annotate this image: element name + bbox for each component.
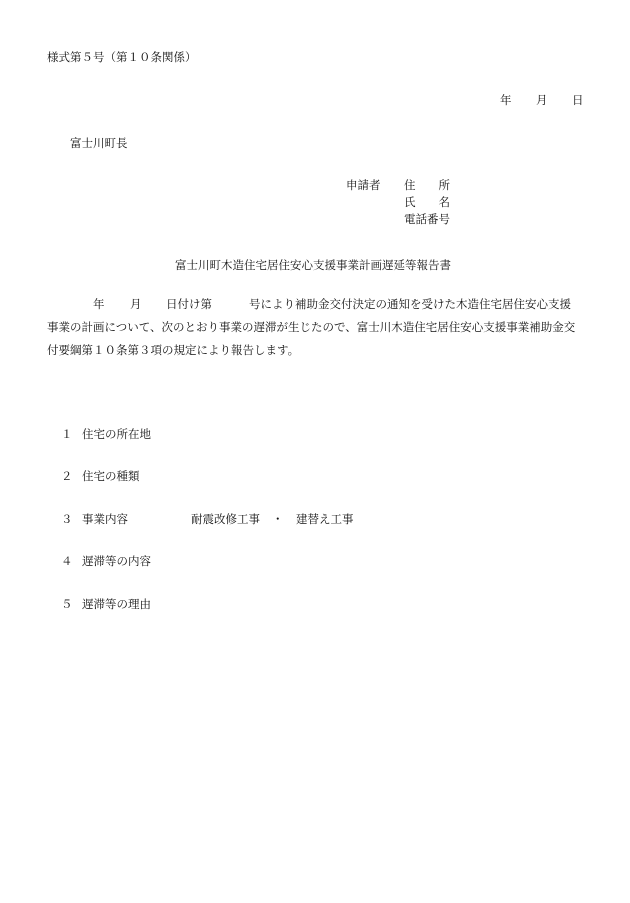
- item-4-number: ４: [61, 554, 73, 568]
- item-3-label: 事業内容: [82, 512, 128, 526]
- applicant-label: 申請者: [346, 178, 381, 192]
- body-year: 年: [93, 297, 105, 311]
- body-line1-text: 号により補助金交付決定の通知を受けた木造住宅居住安心支援: [249, 297, 571, 311]
- item-2-number: ２: [61, 469, 73, 483]
- body-line3: 付要綱第１０条第３項の規定により報告します。: [47, 343, 300, 357]
- recipient: 富士川町長: [70, 136, 128, 150]
- document-title: 富士川町木造住宅居住安心支援事業計画遅延等報告書: [175, 258, 451, 272]
- item-1-label: 住宅の所在地: [82, 427, 151, 441]
- phone-label: 電話番号: [404, 212, 450, 226]
- date-day: 日: [572, 93, 584, 107]
- item-5-number: ５: [61, 597, 73, 611]
- name-label: 氏 名: [404, 195, 450, 209]
- address-label: 住 所: [404, 178, 450, 192]
- form-number: 様式第５号（第１０条関係）: [47, 50, 197, 64]
- item-3-number: ３: [61, 512, 73, 526]
- body-line2: 事業の計画について、次のとおり事業の遅滞が生じたので、富士川木造住宅居住安心支援事業補助金交: [47, 320, 576, 334]
- item-3-option-rebuild: 建替え工事: [296, 512, 354, 526]
- item-2-label: 住宅の種類: [82, 469, 140, 483]
- item-5-label: 遅滞等の理由: [82, 597, 151, 611]
- item-3-separator: ・: [272, 512, 284, 526]
- date-month: 月: [536, 93, 548, 107]
- item-1-number: １: [61, 427, 73, 441]
- date-year: 年: [500, 93, 512, 107]
- item-3-option-seismic-retrofit: 耐震改修工事: [191, 512, 260, 526]
- item-4-label: 遅滞等の内容: [82, 554, 151, 568]
- body-day-suffix: 日付け第: [166, 297, 212, 311]
- body-month: 月: [130, 297, 142, 311]
